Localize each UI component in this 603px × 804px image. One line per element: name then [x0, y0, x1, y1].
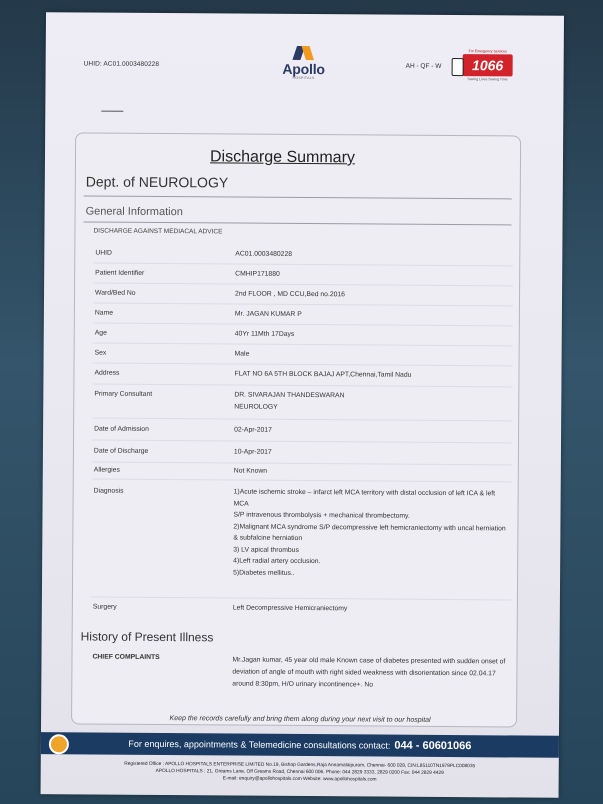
emergency-badge: [451, 49, 523, 90]
field-label: Address: [94, 369, 120, 377]
field-value: DR. SIVARAJAN THANDESWARAN NEUROLOGY: [234, 391, 345, 411]
field-label: Sex: [94, 349, 107, 357]
registered-office-line: Registered Office : APOLLO HOSPITALS ENTERPRISE LIMITED No.19, Bishop Gardens,Raja Annamalaipuram, Chennai- 600 028, CIN:L85110TN1979PLC008035: [124, 761, 476, 770]
divider: [84, 221, 512, 225]
logo-subtext: HOSPITALS: [292, 75, 315, 81]
field-label: Primary Consultant: [94, 390, 153, 398]
chief-complaints-value: Mr.Jagan kumar, 45 year old male Known case of diabetes presented with sudden onset of deviation of angle of mouth with right sided weakness with disorientation since 02.04.17 around 8:30pm, H/O urinary incontinence+. No: [232, 656, 506, 689]
field-value: 1)Acute ischemic stroke – infarct left MCA territory with distal occlusion of left ICA & left MCA S/P intravenous thrombolysis + mechanical thrombectomy. 2)Malignant MCA syndrome S/P decompressive left hemicraniectomy with uncal herniation & subfalcine herniation 3) LV apical thrombus 4)Left radial artery occlusion. 5)Diabetes mellitus..: [233, 488, 506, 577]
field-label: Date of Admission: [94, 425, 149, 433]
chief-complaints-row: [90, 654, 510, 693]
hospital-address-line: APOLLO HOSPITALS : 21, Greams Lane, Off Greams Road, Chennai 600 006. Phone: 044 2829 3333, 2829 0200 Fax: 044 2829 4429: [155, 768, 444, 776]
field-value: Not Known: [233, 467, 268, 475]
field-row: [92, 419, 512, 444]
emergency-number: 1066: [463, 54, 513, 76]
field-label: UHID: [95, 249, 112, 257]
chief-complaints-label: CHIEF COMPLAINTS: [92, 653, 160, 662]
field-label: Age: [94, 329, 107, 337]
field-label: Patient Identifier: [95, 269, 145, 277]
field-label: Surgery: [92, 603, 117, 611]
field-value: Male: [234, 350, 250, 358]
divider: [101, 111, 123, 112]
contact-text: For enquires, appointments & Telemedicine consultations contact:: [128, 738, 391, 751]
page-title: Discharge Summary: [209, 148, 355, 167]
field-label: Name: [94, 309, 114, 317]
contact-number: 044 - 60601066: [394, 739, 472, 753]
logo-text: Apollo: [282, 60, 325, 78]
field-value: FLAT NO 6A 5TH BLOCK BAJAJ APT,Chennai,Tamil Nadu: [234, 370, 412, 379]
discharge-note: DISCHARGE AGAINST MEDIACAL ADVICE: [93, 227, 223, 236]
emblem-icon: [49, 734, 69, 754]
field-value: Left Decompressive Hemicraniectomy: [232, 604, 348, 613]
apollo-logo: [268, 44, 340, 81]
badge-top-text: For Emergency Services: [468, 49, 507, 54]
field-row: [91, 598, 511, 621]
phone-icon: [452, 58, 464, 76]
field-value: AC01.0003480228: [235, 250, 293, 258]
field-value: 2nd FLOOR , MD CCU,Bed no.2016: [235, 290, 346, 299]
form-code: AH - QF - W: [405, 62, 442, 70]
field-row: [92, 364, 512, 388]
patient-fields: [91, 244, 514, 621]
department-heading: Dept. of NEUROLOGY: [85, 173, 229, 191]
field-value: 10-Apr-2017: [233, 448, 272, 456]
field-row: [92, 441, 512, 466]
field-value: 40Yr 11Mth 17Days: [234, 330, 295, 338]
field-value: CMHIP171880: [235, 270, 280, 278]
records-note: Keep the records carefully and bring them along during your next visit to our hospital: [169, 715, 431, 724]
field-label: Diagnosis: [93, 487, 124, 495]
field-label: Date of Discharge: [93, 447, 149, 455]
field-label: Ward/Bed No: [95, 289, 136, 297]
field-value: 02-Apr-2017: [234, 426, 272, 434]
registered-office: [41, 760, 559, 785]
field-label: Allergies: [93, 466, 120, 474]
section-heading-history: History of Present Illness: [80, 629, 214, 645]
section-heading-general: General Information: [85, 205, 183, 219]
field-value: Mr. JAGAN KUMAR P: [234, 310, 302, 318]
uhid-header: UHID: AC01.0003480228: [83, 60, 160, 68]
field-row: [91, 480, 512, 601]
summary-card: [71, 132, 521, 727]
divider: [84, 195, 512, 199]
badge-bottom-text: Saving Lives Saving Time: [467, 77, 508, 82]
contact-bar: [41, 732, 559, 758]
document-page: [41, 12, 564, 798]
email-web-line: E-mail: enquiry@apollohospitals.com Website: www.apollohospitals.com: [222, 776, 377, 783]
field-row: [92, 385, 512, 422]
apollo-logo-icon: [293, 44, 315, 62]
